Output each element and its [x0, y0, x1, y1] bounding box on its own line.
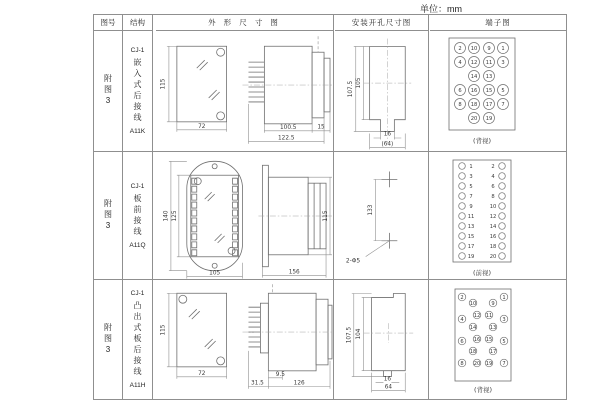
header-outline-dims: 外 形 尺 寸 图 [156, 15, 334, 31]
svg-text:5: 5 [469, 183, 473, 190]
svg-text:2: 2 [491, 163, 495, 170]
dim-label: 16 [383, 376, 392, 383]
svg-text:5: 5 [502, 339, 506, 345]
svg-text:1: 1 [502, 295, 506, 301]
dim-label: 133 [368, 204, 375, 216]
dim-label: 125 [171, 210, 178, 221]
svg-text:20: 20 [473, 361, 481, 367]
header-install-dims: 安装开孔尺寸图 [335, 15, 429, 31]
model-label: CJ-1 [130, 290, 145, 297]
dim-label: 122.5 [278, 135, 295, 142]
fig-no-label: 附图3 [103, 322, 113, 357]
svg-text:8: 8 [458, 101, 462, 108]
svg-text:14: 14 [470, 73, 478, 80]
terminal-outline [453, 160, 511, 262]
structure-text [130, 290, 146, 389]
structure-text [129, 183, 145, 249]
fig-no-label: 附图3 [103, 74, 113, 108]
dim-label: (64) [381, 140, 394, 147]
front-view [187, 161, 243, 270]
svg-text:4: 4 [458, 59, 462, 66]
svg-text:4: 4 [491, 173, 495, 180]
dim-label: 100.5 [280, 124, 297, 131]
svg-text:5: 5 [501, 87, 505, 94]
centerline [364, 38, 411, 143]
terminal-diagram [429, 32, 566, 151]
dim-label: 72 [198, 370, 206, 377]
dim-label: 104 [356, 328, 363, 340]
svg-text:10: 10 [470, 45, 478, 52]
dimension-lines [366, 179, 390, 256]
svg-text:19: 19 [485, 115, 493, 122]
svg-text:7: 7 [502, 361, 506, 367]
svg-text:20: 20 [489, 253, 497, 260]
svg-text:16: 16 [489, 233, 497, 240]
header-structure: 结构 [123, 15, 153, 31]
svg-text:10: 10 [489, 203, 497, 210]
outline-drawing-cell [153, 152, 334, 280]
svg-text:15: 15 [485, 337, 493, 343]
svg-text:12: 12 [470, 59, 478, 66]
install-drawing [334, 281, 428, 398]
fig-no-label: 附图3 [103, 198, 113, 233]
svg-text:18: 18 [470, 101, 478, 108]
svg-text:4: 4 [460, 317, 464, 323]
svg-text:15: 15 [485, 87, 493, 94]
dim-label: 156 [288, 269, 300, 276]
dim-label: 64 [384, 384, 393, 391]
terminal-drawing-cell [429, 31, 566, 152]
install-drawing-cell [334, 152, 429, 280]
terminal-circles [459, 162, 506, 259]
model-label: CJ-1 [130, 182, 145, 190]
structure-desc: 嵌入式后接线 [132, 58, 142, 124]
svg-text:7: 7 [469, 193, 473, 200]
svg-text:13: 13 [485, 73, 493, 80]
svg-text:18: 18 [469, 349, 477, 355]
dim-label: 126 [293, 380, 305, 387]
svg-text:3: 3 [502, 317, 506, 323]
dim-label: 105 [356, 77, 363, 89]
structure-cell [123, 31, 153, 152]
dim-label: 15 [317, 123, 325, 130]
type-code: A11H [129, 382, 146, 389]
fig-no-cell [94, 280, 123, 399]
svg-text:18: 18 [489, 243, 497, 250]
svg-text:3: 3 [501, 59, 505, 66]
svg-text:20: 20 [470, 115, 478, 122]
svg-text:13: 13 [467, 223, 475, 230]
front-view [177, 293, 227, 367]
dim-label: 115 [160, 78, 167, 90]
svg-text:11: 11 [467, 213, 475, 220]
svg-text:6: 6 [491, 183, 495, 190]
dim-label: 107.5 [346, 326, 353, 344]
svg-text:11: 11 [485, 313, 493, 319]
svg-text:19: 19 [485, 361, 493, 367]
outline-drawing [153, 281, 333, 398]
outline-drawing [153, 153, 333, 279]
terminal-circles [455, 42, 509, 123]
svg-text:3: 3 [469, 173, 473, 180]
centerline [364, 323, 413, 343]
spec-table [93, 14, 567, 400]
unit-label: 单位：mm [420, 4, 462, 14]
svg-text:9: 9 [469, 203, 473, 210]
terminal-diagram [429, 153, 566, 279]
view-label: (前视) [472, 268, 492, 277]
structure-desc: 凸出式板后接线 [133, 301, 142, 378]
terminal-circles [458, 293, 508, 367]
svg-text:6: 6 [460, 339, 464, 345]
svg-text:12: 12 [489, 213, 497, 220]
svg-text:17: 17 [467, 243, 475, 250]
svg-text:19: 19 [467, 253, 475, 260]
svg-text:9: 9 [491, 301, 495, 307]
dim-label: 105 [209, 270, 221, 277]
svg-text:8: 8 [491, 193, 495, 200]
svg-text:11: 11 [485, 59, 493, 66]
hole-spec-label: 2-Φ5 [345, 257, 361, 265]
structure-cell [123, 152, 153, 280]
dimension-lines [352, 293, 405, 392]
front-view-dimension-lines [167, 293, 227, 379]
hole-marks [381, 171, 397, 248]
terminal-drawing-cell [429, 152, 566, 280]
install-drawing [334, 32, 428, 151]
front-view [177, 46, 227, 122]
dimension-lines [354, 46, 405, 149]
front-view-dimension-lines [169, 161, 243, 278]
view-label: (背视) [472, 136, 492, 145]
side-view-dimension-lines [262, 177, 332, 277]
svg-text:15: 15 [467, 233, 475, 240]
svg-text:6: 6 [458, 87, 462, 94]
outline-drawing-cell [153, 31, 334, 152]
header-terminal-diagram: 端子图 [430, 15, 566, 31]
svg-text:17: 17 [485, 101, 493, 108]
svg-text:14: 14 [469, 325, 477, 331]
outline-drawing [153, 32, 333, 151]
svg-text:10: 10 [469, 301, 477, 307]
fig-no-cell [94, 152, 123, 280]
outline-drawing-cell [153, 280, 334, 399]
svg-text:14: 14 [489, 223, 497, 230]
structure-text [130, 47, 145, 135]
svg-text:16: 16 [470, 87, 478, 94]
svg-text:1: 1 [501, 45, 505, 52]
svg-text:2: 2 [460, 295, 464, 301]
header-fig-no: 图号 [94, 15, 123, 31]
dim-label: 115 [323, 210, 330, 221]
dim-label: 115 [160, 324, 167, 336]
type-code: A11Q [129, 241, 146, 249]
svg-text:16: 16 [473, 337, 481, 343]
svg-text:2: 2 [458, 45, 462, 52]
svg-text:1: 1 [469, 163, 473, 170]
type-code: A11K [129, 128, 146, 135]
view-label: (背视) [473, 386, 493, 394]
terminal-drawing-cell [429, 280, 566, 399]
structure-desc: 板前接线 [132, 193, 142, 238]
svg-text:17: 17 [489, 349, 497, 355]
dim-label: 31.5 [251, 380, 264, 387]
dim-label: 107.5 [347, 80, 354, 97]
model-label: CJ-1 [130, 47, 145, 54]
svg-text:9: 9 [487, 45, 491, 52]
install-drawing-cell [334, 280, 429, 399]
dim-label: 72 [198, 123, 206, 130]
dim-label: 16 [383, 131, 392, 138]
dim-label: 9.5 [275, 371, 285, 378]
install-drawing-cell [334, 31, 429, 152]
svg-text:12: 12 [473, 313, 481, 319]
structure-cell [123, 280, 153, 399]
svg-text:7: 7 [501, 101, 505, 108]
svg-text:13: 13 [489, 325, 497, 331]
dim-label: 140 [163, 210, 170, 221]
install-drawing [334, 153, 428, 279]
terminal-diagram [429, 281, 566, 398]
terminal-outline [455, 289, 511, 381]
svg-text:8: 8 [460, 361, 464, 367]
fig-no-cell [94, 31, 123, 152]
